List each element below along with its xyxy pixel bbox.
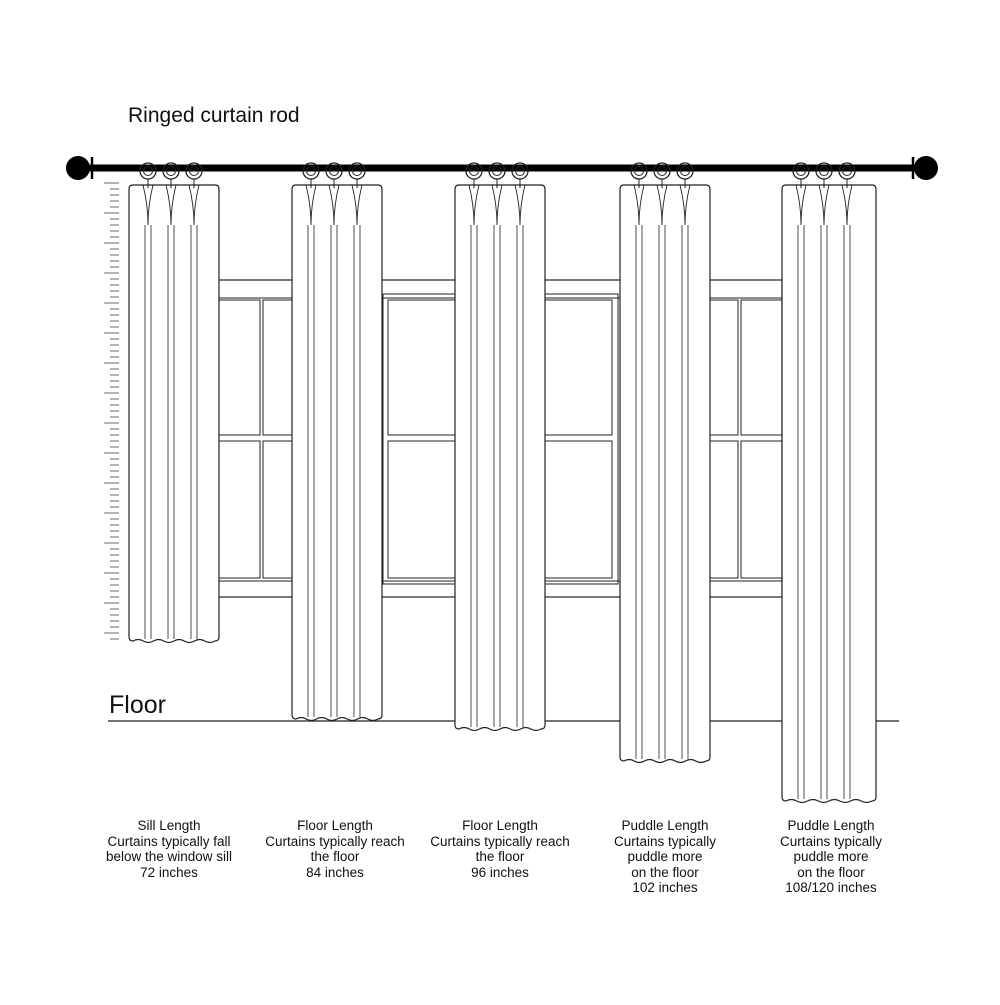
caption-floor-84 — [245, 818, 425, 880]
caption-line: Curtains typically — [779, 833, 883, 849]
caption-line: puddle more — [627, 849, 703, 865]
caption-puddle-102 — [575, 818, 755, 896]
caption-line: on the floor — [631, 864, 699, 880]
caption-puddle-108-120 — [741, 818, 921, 896]
window-pane — [218, 441, 260, 578]
window-pane — [741, 300, 783, 435]
caption-line: on the floor — [797, 864, 865, 880]
rod-finial-right — [914, 156, 938, 180]
caption-line: below the window sill — [105, 849, 233, 865]
caption-length: 72 inches — [140, 864, 198, 880]
caption-name: Floor Length — [297, 818, 373, 833]
caption-name: Puddle Length — [787, 818, 875, 833]
floor-label: Floor — [109, 691, 166, 719]
caption-length: 108/120 inches — [785, 880, 877, 896]
caption-name: Floor Length — [462, 818, 538, 833]
caption-name: Sill Length — [137, 818, 201, 833]
window-pane — [741, 441, 783, 578]
curtain-panel — [455, 163, 545, 731]
curtain-panel — [292, 163, 382, 721]
diagram-title: Ringed curtain rod — [128, 104, 300, 127]
caption-line: Curtains typically fall — [107, 833, 231, 849]
caption-line: Curtains typically reach — [265, 833, 405, 849]
window-pane — [218, 300, 260, 435]
curtain-panel — [620, 163, 710, 763]
caption-length: 102 inches — [632, 880, 698, 896]
rod-finial-left — [66, 156, 90, 180]
curtain-panel — [782, 163, 876, 803]
caption-length: 96 inches — [471, 864, 529, 880]
caption-line: Curtains typically — [613, 833, 717, 849]
ruler — [104, 183, 119, 639]
caption-name: Puddle Length — [621, 818, 709, 833]
caption-sill-72 — [79, 818, 259, 880]
caption-line: the floor — [475, 849, 525, 865]
caption-length: 84 inches — [306, 864, 364, 880]
caption-line: Curtains typically reach — [430, 833, 570, 849]
caption-line: the floor — [310, 849, 360, 865]
curtain-panel — [129, 163, 219, 643]
caption-line: puddle more — [793, 849, 869, 865]
caption-floor-96 — [410, 818, 590, 880]
curtain-outline — [782, 185, 876, 803]
